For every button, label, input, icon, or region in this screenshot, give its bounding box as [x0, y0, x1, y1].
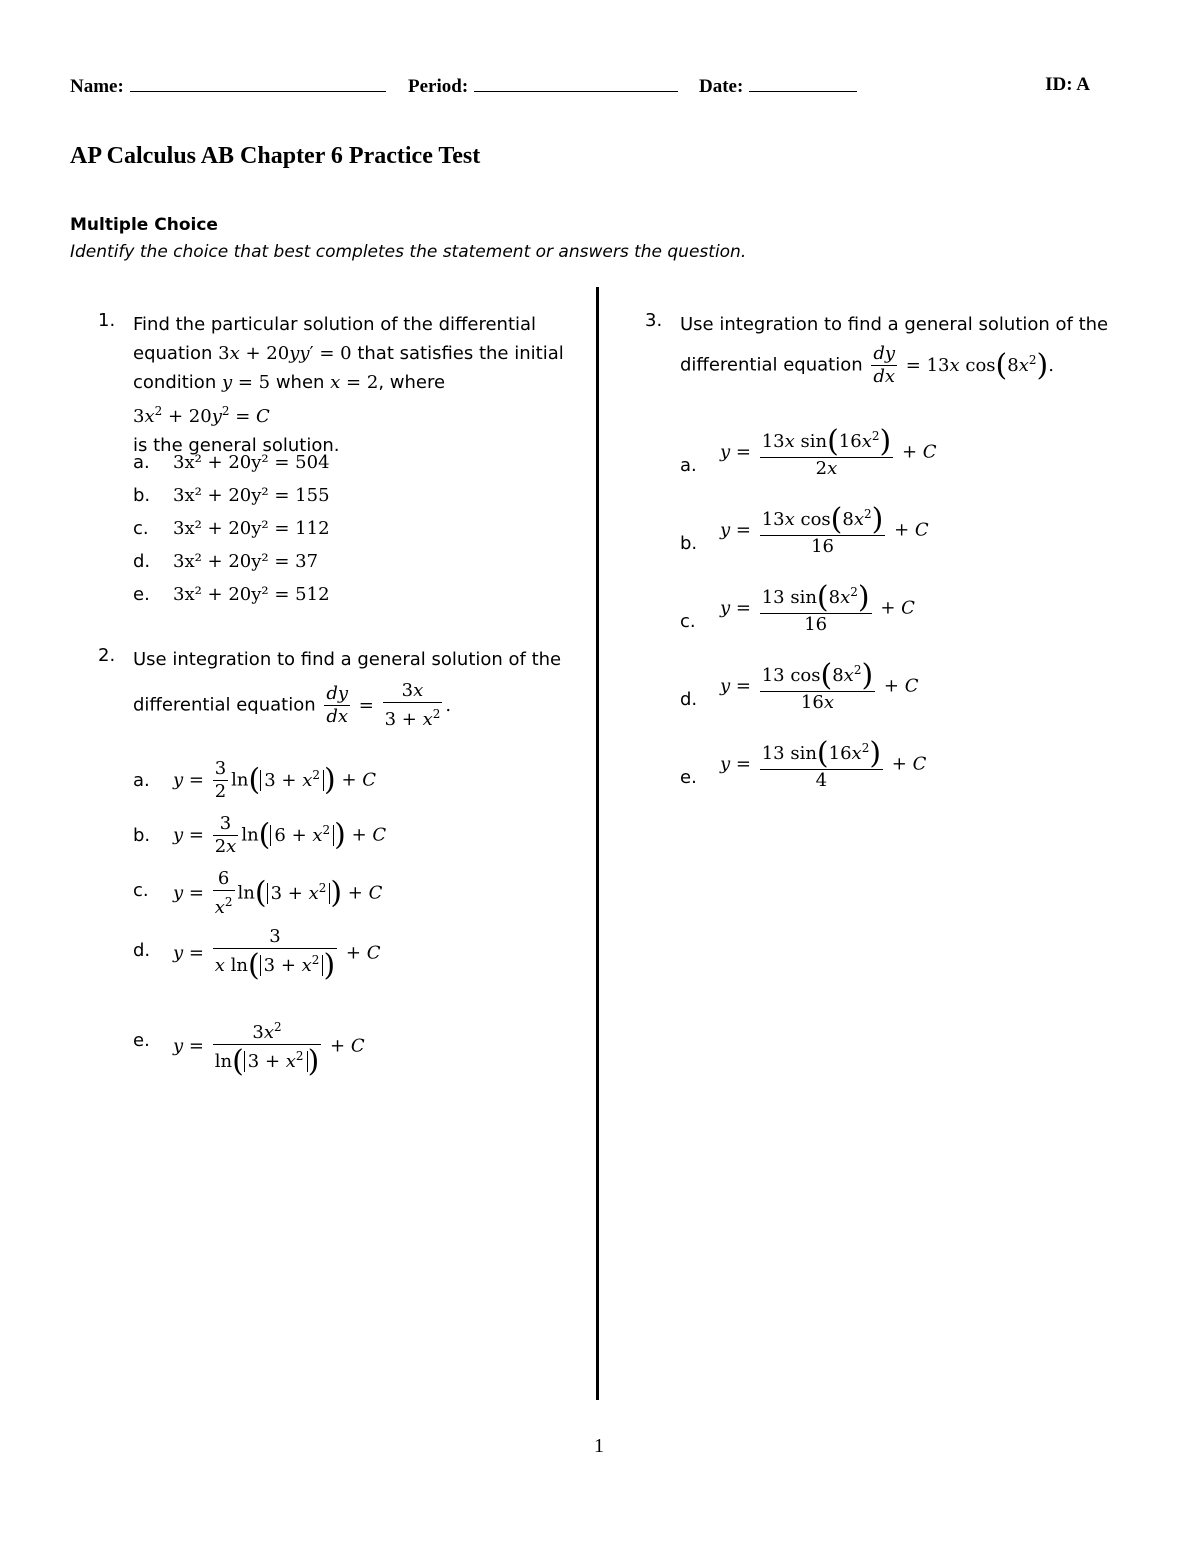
date-label: Date: — [699, 76, 744, 97]
period-blank — [474, 74, 678, 92]
question-number: 2. — [98, 645, 116, 666]
question-text — [680, 310, 1120, 388]
choice-equation: 3x² + 20y² = 504 — [173, 452, 330, 473]
choice-equation: 3x² + 20y² = 512 — [173, 584, 330, 605]
id-label: ID: A — [1045, 74, 1090, 95]
choice-equation: y = $\frac{13 \sin(8x^2)}{16}$ + C — [720, 580, 915, 635]
page-title: AP Calculus AB Chapter 6 Practice Test — [70, 143, 481, 169]
question-line: differential equation $\frac{dy}{dx}$ = 13x $\cos(8x^2)$. — [680, 343, 1054, 387]
question-text — [133, 645, 583, 731]
period-field — [408, 74, 678, 98]
page-number: 1 — [594, 1435, 604, 1457]
question-line: differential equation $\frac{dy}{dx}$ = $\frac{3x}{3 + x^2}$ . — [133, 680, 452, 730]
question-line: Use integration to find a general solution of the — [133, 649, 562, 670]
question-line: equation 3x + 20yy′ = 0 that satisfies the initial — [133, 343, 564, 364]
choice-equation: 3x² + 20y² = 112 — [173, 518, 330, 539]
choice-equation: y = $\frac{13x \sin(16x^2)}{2x}$ + C — [720, 424, 937, 479]
choice-equation: y = $\frac{3}{x \ln( 3 + x^2 )}$ + C — [173, 926, 381, 983]
name-label: Name: — [70, 76, 124, 97]
choice-equation: y = $\frac{3x^2}{\ln( 3 + x^2 )}$ + C — [173, 1016, 365, 1077]
question-line: Find the particular solution of the differential — [133, 314, 537, 335]
choice-equation: 3x² + 20y² = 155 — [173, 485, 330, 506]
name-blank — [130, 74, 386, 92]
question-line: is the general solution. — [133, 435, 340, 456]
section-instructions: Identify the choice that best completes the statement or answers the question. — [70, 242, 747, 262]
question-number: 1. — [98, 310, 116, 331]
question-line: Use integration to find a general solution of the — [680, 314, 1109, 335]
choice-equation: y = $\frac{3}{2}$ ln( $3 + x^2$ ) + C — [173, 758, 377, 802]
choice-equation: y = $\frac{13x \cos(8x^2)}{16}$ + C — [720, 502, 929, 557]
choice-equation: y = $\frac{6}{x^2}$ ln( $3 + x^2$ ) + C — [173, 868, 383, 918]
question-number: 3. — [645, 310, 663, 331]
section-heading: Multiple Choice — [70, 215, 218, 235]
question-text — [133, 310, 583, 460]
date-blank — [749, 74, 857, 92]
choice-equation: y = $\frac{13 \cos(8x^2)}{16x}$ + C — [720, 658, 919, 713]
date-field — [699, 74, 857, 98]
column-divider — [596, 287, 599, 1400]
period-label: Period: — [408, 76, 469, 97]
question-line: condition y = 5 when x = 2, where $3x^2 + 20y^2 = C$ — [133, 372, 446, 427]
choice-equation: y = $\frac{3}{2x}$ ln( $6 + x^2$ ) + C — [173, 813, 387, 857]
header-row — [70, 74, 1090, 98]
choice-equation: 3x² + 20y² = 37 — [173, 551, 319, 572]
name-field — [70, 74, 386, 98]
choice-equation: y = $\frac{13 \sin(16x^2)}{4}$ + C — [720, 736, 927, 791]
